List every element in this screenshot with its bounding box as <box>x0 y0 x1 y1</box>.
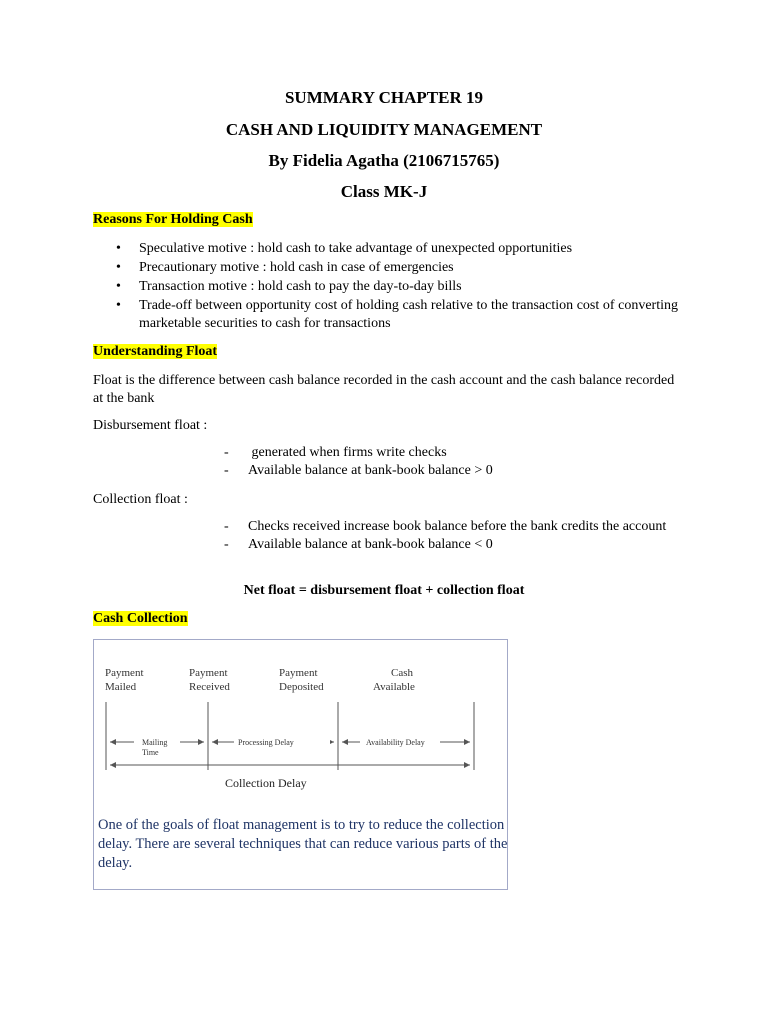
document-class: Class MK-J <box>340 182 428 201</box>
dash-icon: - <box>224 537 229 552</box>
list-item: - Checks received increase book balance before the bank credits the account <box>224 519 667 534</box>
list-item: • Speculative motive : hold cash to take advantage of unexpected opportunities <box>116 241 573 256</box>
bullet-icon: • <box>116 260 121 275</box>
figure-label: Payment <box>189 667 228 679</box>
disbursement-list <box>224 444 676 480</box>
highlighted-heading-text: Understanding Float <box>93 344 218 359</box>
figure-label: Mailing <box>142 738 168 747</box>
collection-float-label: Collection float : <box>93 492 188 507</box>
list-item: - Available balance at bank-book balance > 0 <box>224 463 493 478</box>
figure-note: One of the goals of float management is to try to reduce the collection delay. There are several techniques that can reduce various parts of the delay. <box>98 817 508 871</box>
collection-list <box>224 518 676 554</box>
disbursement-float-label: Disbursement float : <box>93 418 208 433</box>
bullet-icon: • <box>116 298 121 313</box>
highlighted-heading-text: Cash Collection <box>93 611 188 626</box>
bullet-icon: • <box>116 241 121 256</box>
figure-label: Payment <box>279 667 318 679</box>
net-float-formula: Net float = disbursement float + collection float <box>243 583 525 598</box>
figure-label: Mailed <box>105 681 137 693</box>
dash-icon: - <box>224 519 229 534</box>
section-heading-collection <box>93 610 188 627</box>
figure-label: Cash <box>391 667 413 679</box>
list-item: • Precautionary motive : hold cash in case of emergencies <box>116 260 454 275</box>
figure-label: Received <box>189 681 230 693</box>
figure-label: Deposited <box>279 681 324 693</box>
document-author: By Fidelia Agatha (2106715765) <box>268 151 500 170</box>
figure-label: Payment <box>105 667 144 679</box>
collection-delay-figure <box>93 639 508 890</box>
highlighted-heading-text: Reasons For Holding Cash <box>93 212 253 227</box>
dash-icon: - <box>224 445 229 460</box>
document-subtitle: CASH AND LIQUIDITY MANAGEMENT <box>225 120 543 139</box>
dash-icon: - <box>224 463 229 478</box>
section-heading-reasons <box>93 211 253 228</box>
figure-label: Availability Delay <box>366 738 425 747</box>
float-definition: Float is the difference between cash balance recorded in the cash account and the cash balance recorded at the bank <box>93 373 675 406</box>
list-item: - generated when firms write checks <box>224 445 447 460</box>
reasons-list <box>116 240 678 334</box>
figure-label: Processing Delay <box>238 738 294 747</box>
figure-label: Time <box>142 748 159 757</box>
figure-label: Collection Delay <box>225 776 307 790</box>
bullet-icon: • <box>116 279 121 294</box>
document-title: SUMMARY CHAPTER 19 <box>284 88 484 107</box>
section-heading-float <box>93 343 217 360</box>
list-item: • Trade-off between opportunity cost of holding cash relative to the transaction cost of converting marketable securities to cash for transactions <box>116 298 678 331</box>
list-item: • Transaction motive : hold cash to pay the day-to-day bills <box>116 279 462 294</box>
list-item: - Available balance at bank-book balance < 0 <box>224 537 493 552</box>
figure-label: Available <box>373 681 415 693</box>
